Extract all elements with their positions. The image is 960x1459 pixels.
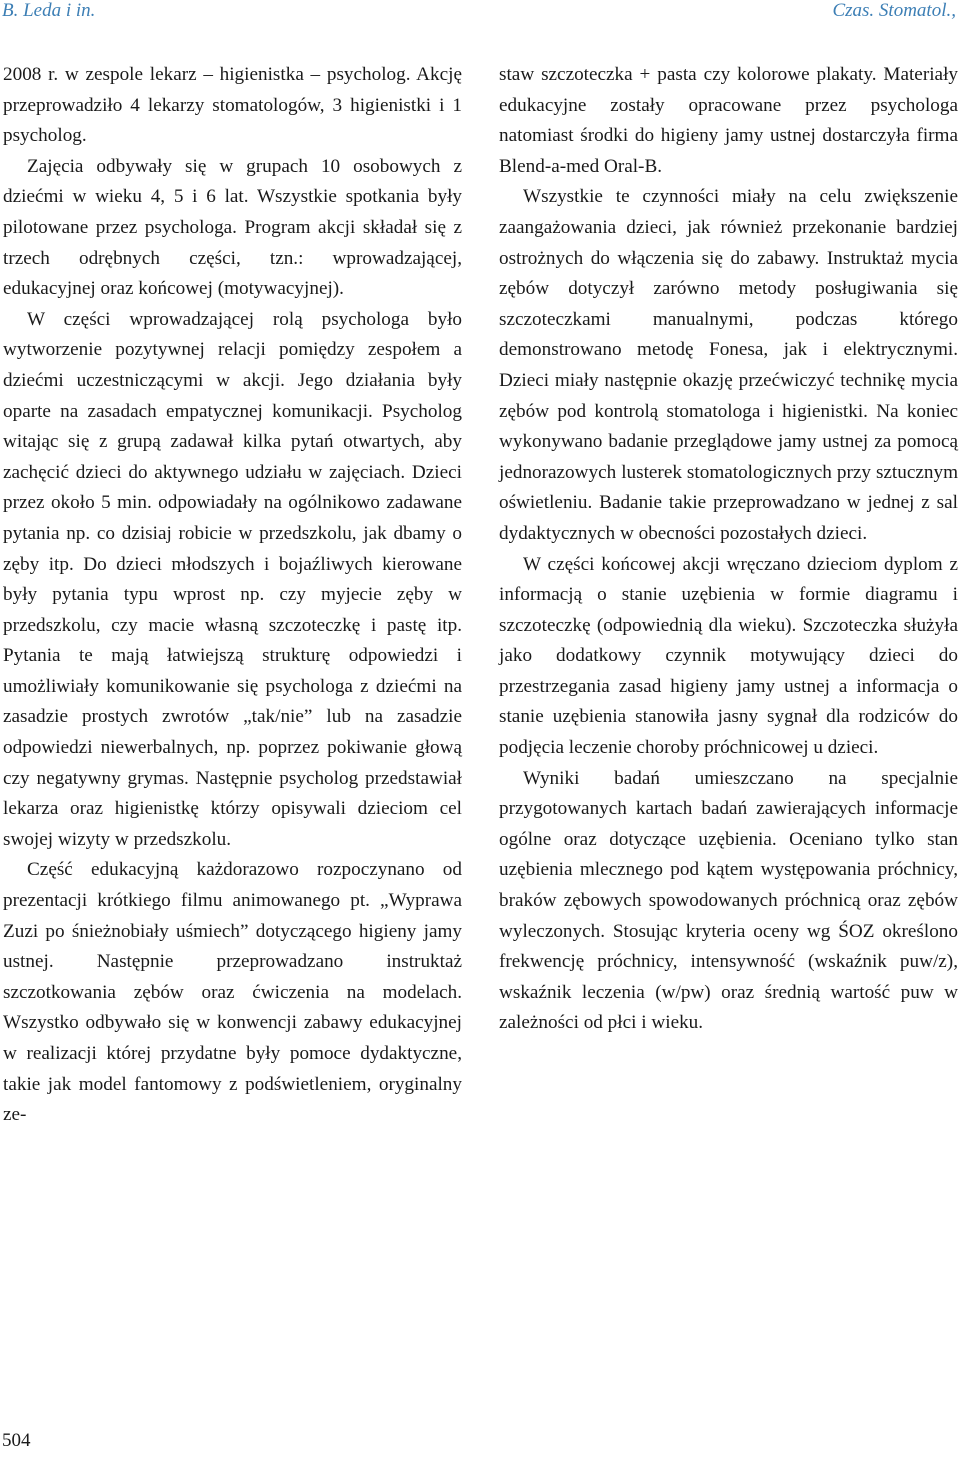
header-authors: B. Leda i in. xyxy=(2,0,96,21)
paragraph: Wszystkie te czynności miały na celu zwiększenie zaangażowania dzieci, jak również przekonanie bardziej ostrożnych do włączenia się do zabawy. Instruktaż mycia zębów dotyczył zarówno metody posługiwania się szczoteczkami manualnymi, podczas którego demonstrowano metodę Fonesa, jak i elektrycznymi. Dzieci miały następnie okazję przećwiczyć technikę mycia zębów pod kontrolą stomatologa i higienistki. Na koniec wykonywano badanie przeglądowe jamy ustnej za pomocą jednorazowych lusterek stomatologicznych przy sztucznym oświetleniu. Badanie takie przeprowadzano w jednej z sal dydaktycznych w obecności pozostałych dzieci. xyxy=(499,186,958,544)
paragraph: Część edukacyjną każdorazowo rozpoczynano od prezentacji krótkiego filmu animowanego pt. „Wyprawa Zuzi po śnieżnobiały uśmiech” dotyczącego higieny jamy ustnej. Następnie przeprowadzano instruktaż szczotkowania zębów oraz ćwiczenia na modelach. Wszystko odbywało się w konwencji zabawy edukacyjnej w realizacji której przydatne były pomoce dydaktyczne, takie jak model fantomowy z podświetleniem, oryginalny ze- xyxy=(3,859,462,1126)
left-column xyxy=(3,60,462,1131)
paragraph: Zajęcia odbywały się w grupach 10 osobowych z dziećmi w wieku 4, 5 i 6 lat. Wszystkie spotkania były pilotowane przez psychologa. Program akcji składał się z trzech odrębnych części, tzn.: wprowadzającej, edukacyjnej oraz końcowej (motywacyjnej). xyxy=(3,155,462,300)
paragraph: W części końcowej akcji wręczano dzieciom dyplom z informacją o stanie uzębienia w formie diagramu i szczoteczkę (odpowiednią dla wieku). Szczoteczka służyła jako dodatkowy czynnik motywujący dzieci do przestrzegania zasad higieny jamy ustnej a informacja o stanie uzębienia stanowiła jasny sygnał dla rodziców do podjęcia leczenie choroby próchnicowej u dzieci. xyxy=(499,553,958,759)
paragraph: staw szczoteczka + pasta czy kolorowe plakaty. Materiały edukacyjne zostały opracowane przez psychologa natomiast środki do higieny jamy ustnej dostarczyła firma Blend-a-med Oral-B. xyxy=(499,64,958,177)
page-number: 504 xyxy=(2,1430,31,1451)
running-header xyxy=(0,0,960,30)
right-column xyxy=(499,60,958,1039)
paragraph: W części wprowadzającej rolą psychologa było wytworzenie pozytywnej relacji pomiędzy zespołem a dziećmi uczestniczącymi w akcji. Jego działania były oparte na zasadach empatycznej komunikacji. Psycholog witając się z grupą zadawał kilka pytań otwartych, aby zachęcić dzieci do aktywnego udziału w zajęciach. Dzieci przez około 5 min. odpowiadały na ogólnikowo zadawane pytania np. co dzisiaj robicie w przedszkolu, jak dbamy o zęby itp. Do dzieci młodszych i bojaźliwych kierowane były pytania typu wprost np. czy myjecie zęby w przedszkolu, czy macie własną szczoteczkę i pastę itp. Pytania te mają łatwiejszą strukturę odpowiedzi i umożliwiały komunikowanie się psychologa z dziećmi na zasadzie prostych zwrotów „tak/nie” lub na zasadzie odpowiedzi niewerbalnych, np. poprzez pokiwanie głową czy negatywny grymas. Następnie psycholog przedstawiał lekarza oraz higienistkę którzy opisywali dzieciom cel swojej wizyty w przedszkolu. xyxy=(3,308,462,850)
paragraph: 2008 r. w zespole lekarz – higienistka – psycholog. Akcję przeprowadziło 4 lekarzy stomatologów, 3 higienistki i 1 psycholog. xyxy=(3,64,462,147)
header-journal: Czas. Stomatol., xyxy=(832,0,956,21)
paragraph: Wyniki badań umieszczano na specjalnie przygotowanych kartach badań zawierających informacje ogólne oraz dotyczące uzębienia. Oceniano tylko stan uzębienia mlecznego pod kątem występowania próchnicy, braków zębowych spowodowanych próchnicą oraz zębów wyleczonych. Stosując kryteria oceny wg ŚOZ określono frekwencję próchnicy, intensywność (wskaźnik puw/z), wskaźnik leczenia (w/pw) oraz średnią wartość puw w zależności od płci i wieku. xyxy=(499,767,958,1034)
